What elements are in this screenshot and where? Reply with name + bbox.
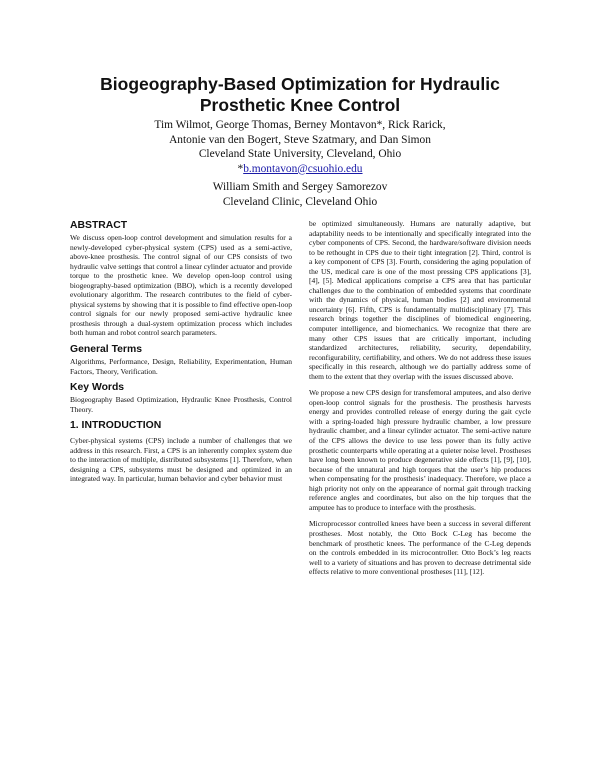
title-line-2: Prosthetic Knee Control xyxy=(199,95,401,115)
author-block xyxy=(60,118,540,176)
email-line xyxy=(60,162,540,177)
abstract-heading: ABSTRACT xyxy=(70,220,128,231)
keywords-text: Biogeography Based Optimization, Hydraulic Knee Prosthesis, Control Theory. xyxy=(70,395,292,414)
affiliation-line: Cleveland State University, Cleveland, Ohio xyxy=(198,148,402,161)
general-terms-heading: General Terms xyxy=(70,344,142,356)
body-paragraph: Microprocessor controlled knees have been a success in several different prostheses. Most notably, the Otto Bock C-Leg has become the benchmark of prosthetic knees. The performance of the C-Leg depends on the controls embedded in its microcontroller. Otto Bock’s leg reacts well to a variety of situations and has proven to decrease detrimental side effects relative to more conventional prostheses [11], [12]. xyxy=(309,519,531,577)
email-marker: * xyxy=(237,162,244,175)
email-link[interactable]: b.montavon@csuohio.edu xyxy=(243,162,363,175)
author-line: Tim Wilmot, George Thomas, Berney Montavon*, Rick Rarick, xyxy=(154,119,446,131)
title-line-1: Biogeography-Based Optimization for Hydraulic xyxy=(100,74,500,94)
author-line: William Smith and Sergey Samorezov xyxy=(212,181,388,193)
body-paragraph: be optimized simultaneously. Humans are naturally adaptive, but adaptability needs to be intentionally and specifically integrated into the cyber components of CPS. Second, the hardware/software division needs to be rethought in CPS due to their tight integration [2]. Third, control is a key component of CPS [3]. Fourth, considering the aging population of the US, medical care is one of the most pressing CPS applications [3], [4], [5]. Medical applications comprise a CPS area that has particular challenges due to the combination of embedded systems that coordinate with the dynamics of physical, human bodies [2] and environmental uncertainty [6]. Fifth, CPS is fundamentally multidisciplinary [7]. This research brings together the disciplines of biomedical engineering, computer intelligence, and biomechanics. We recognize that there are many other CPS issues that are critically important, including standardized architectures, reliability, security, dependability, reconfigurability, certifiability, and others. We do not address these issues specifically in this research, although we do partially address some of them to the extent that they overlap with the issues discussed above. xyxy=(309,219,531,381)
author-block-2 xyxy=(60,180,540,209)
keywords-heading: Key Words xyxy=(70,382,125,394)
introduction-heading: 1. INTRODUCTION xyxy=(70,420,162,432)
body-paragraph: We propose a new CPS design for transfemoral amputees, and also derive open-loop control signals for the prosthesis. The prosthesis harvests energy and provides controlled release of energy during the gait cycle with a spring-loaded high pressure hydraulic chamber, a low pressure hydraulic chamber, and a linear cylinder actuator. The semi-active nature of the CPS allows the device to use less power than its fully active prosthetic counterparts while operating at a quieter noise level. Prostheses have long been known to produce degenerative side effects [1], [9], [10], because of the unnatural and high torques that the user’s hip produces when compensating for the prosthesis’ inadequacy. Therefore, we place a high priority not only on the appearance of normal gait through tracking reference angles and coordinates, but also on the hip torques that the amputee has to produce to interface with the prosthesis. xyxy=(309,388,532,512)
author-line: Antonie van den Bogert, Steve Szatmary, and Dan Simon xyxy=(169,133,431,146)
general-terms-text: Algorithms, Performance, Design, Reliability, Experimentation, Human Factors, Theory, Verification. xyxy=(70,357,292,376)
paper-title xyxy=(60,74,540,116)
left-column xyxy=(70,220,292,484)
right-column xyxy=(309,219,531,577)
affiliation-line: Cleveland Clinic, Cleveland Ohio xyxy=(222,195,378,208)
introduction-text: Cyber-physical systems (CPS) include a number of challenges that we address in this research. First, a CPS is an inherently complex system due to the interaction of multiple, distributed subsystems [1]. Therefore, when designing a CPS, subsystems must be designed and optimized in an integrated way. In particular, human behavior and cyber behavior must xyxy=(70,436,292,484)
abstract-text: We discuss open-loop control development and simulation results for a newly-developed cyber-physical system (CPS) used as a semi-active, above-knee prosthesis. The control signal of our CPS consists of two hydraulic valve settings that control a linear cylinder actuator and provide torque to the prosthetic knee. We develop open-loop control using biogeography-based optimization (BBO), which is a recently developed evolutionary algorithm. The research contributes to the field of cyber-physical systems by showing that it is possible to find effective open-loop control signals for our newly proposed semi-active hydraulic knee prosthesis through a dual-system optimization process which includes both human and robot control search parameters. xyxy=(70,233,292,338)
